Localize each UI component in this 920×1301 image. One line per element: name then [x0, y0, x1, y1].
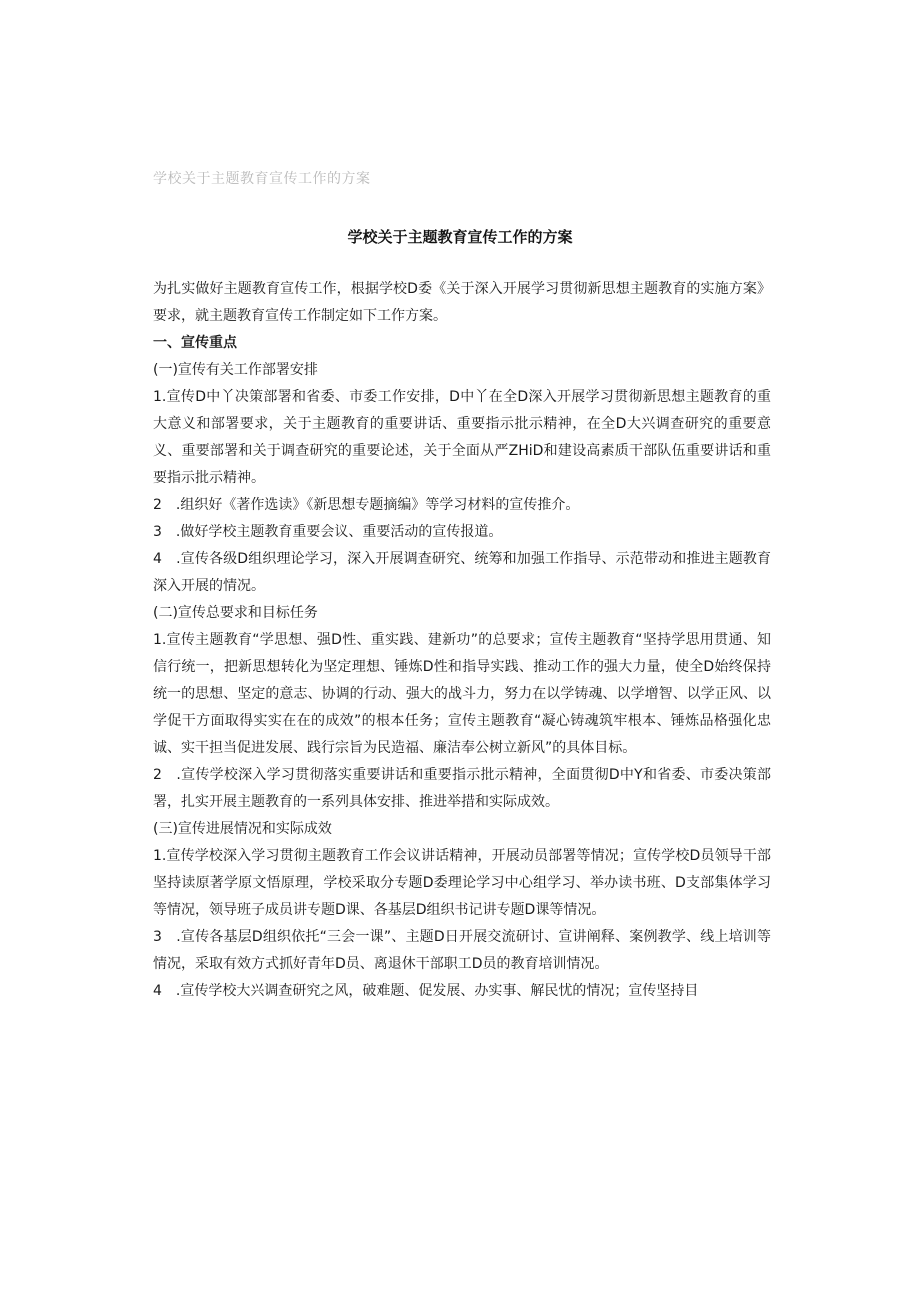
subsection-heading: (一)宣传有关工作部署安排	[153, 362, 318, 378]
list-item: 3 .宣传各基层D组织依托“三会一课”、主题D日开展交流研讨、宣讲阐释、案例教学、线上培训等情况，采取有效方式抓好青年D员、离退休干部职工D员的教育培训情况。	[153, 929, 771, 972]
document-body	[153, 276, 771, 1005]
list-item: 1.宣传主题教育“学思想、强D性、重实践、建新功”的总要求；宣传主题教育“坚持学思用贯通、知信行统一，把新思想转化为坚定理想、锤炼D性和指导实践、推动工作的强大力量，使全D始终保持统一的思想、坚定的意志、协调的行动、强大的战斗力，努力在以学铸魂、以学增智、以学正风、以学促干方面取得实实在在的成效”的根本任务；宣传主题教育“凝心铸魂筑牢根本、锤炼品格强化忠诚、实干担当促进发展、践行宗旨为民造福、廉洁奉公树立新风”的具体目标。	[153, 632, 771, 756]
list-item: 2 .组织好《著作选读》《新思想专题摘编》等学习材料的宣传推介。	[153, 497, 580, 513]
list-item: 4 .宣传各级D组织理论学习，深入开展调查研究、统筹和加强工作指导、示范带动和推进主题教育深入开展的情况。	[153, 551, 771, 594]
list-item: 3 .做好学校主题教育重要会议、重要活动的宣传报道。	[153, 524, 503, 540]
running-header: 学校关于主题教育宣传工作的方案	[153, 171, 371, 187]
subsection-heading: (二)宣传总要求和目标任务	[153, 605, 318, 621]
list-item: 2 .宣传学校深入学习贯彻落实重要讲话和重要指示批示精神，全面贯彻D中Y和省委、市委决策部署，扎实开展主题教育的一系列具体安排、推进举措和实际成效。	[153, 767, 771, 810]
section-heading: 一、宣传重点	[153, 335, 237, 351]
list-item: 1.宣传学校深入学习贯彻主题教育工作会议讲话精神，开展动员部署等情况；宣传学校D员领导干部坚持读原著学原文悟原理，学校采取分专题D委理论学习中心组学习、举办读书班、D支部集体学习等情况，领导班子成员讲专题D课、各基层D组织书记讲专题D课等情况。	[153, 848, 771, 918]
document-title: 学校关于主题教育宣传工作的方案	[347, 228, 573, 246]
list-item: 4 .宣传学校大兴调查研究之风，破难题、促发展、办实事、解民忧的情况；宣传坚持目	[153, 983, 699, 999]
subsection-heading: (三)宣传进展情况和实际成效	[153, 821, 332, 837]
intro-paragraph: 为扎实做好主题教育宣传工作，根据学校D委《关于深入开展学习贯彻新思想主题教育的实施方案》要求，就主题教育宣传工作制定如下工作方案。	[153, 281, 771, 324]
list-item: 1.宣传D中丫决策部署和省委、市委工作安排，D中丫在全D深入开展学习贯彻新思想主题教育的重大意义和部署要求，关于主题教育的重要讲话、重要指示批示精神，在全D大兴调查研究的重要意义、重要部署和关于调查研究的重要论述，关于全面从严ZHiD和建设高素质干部队伍重要讲话和重要指示批示精神。	[153, 389, 771, 486]
